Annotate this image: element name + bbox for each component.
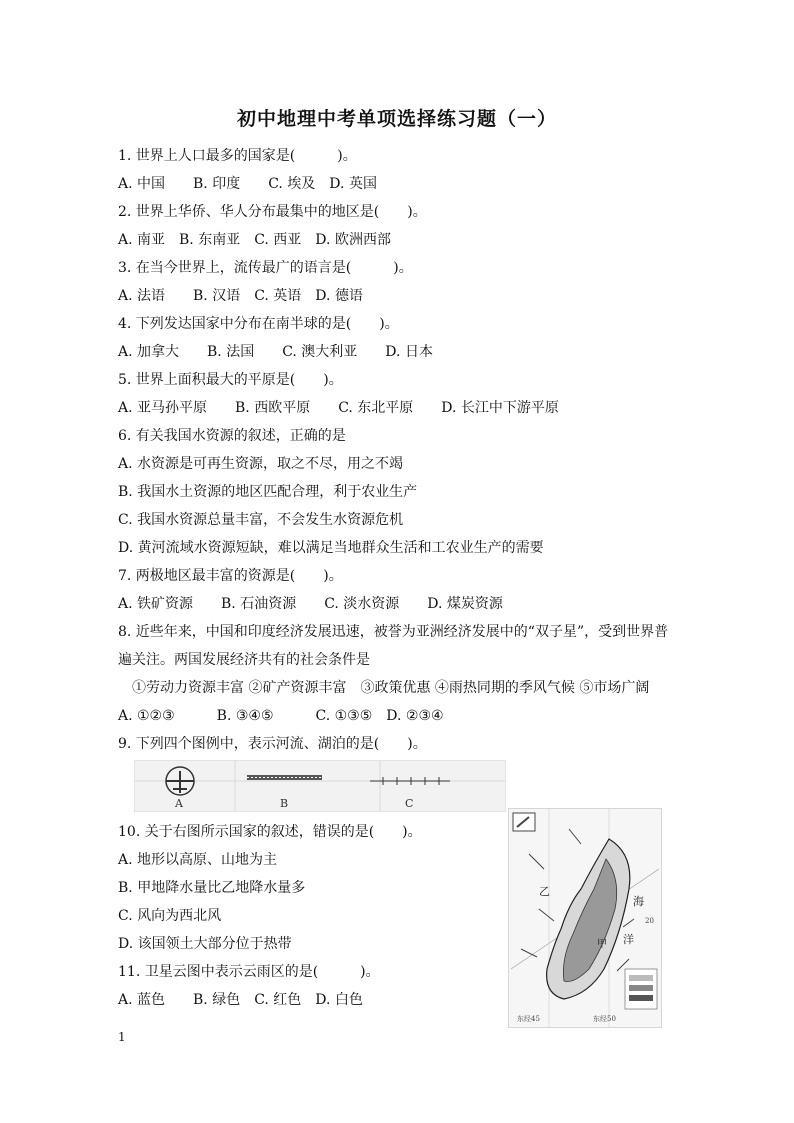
- label-sea: 海: [633, 895, 644, 908]
- page-number: 1: [118, 1030, 126, 1044]
- question-6-option-b: B. 我国水土资源的地区匹配合理，利于农业生产: [118, 484, 418, 500]
- legend-label-a: A: [175, 797, 183, 810]
- question-10-option-d: D. 该国领土大部分位于热带: [118, 936, 292, 952]
- question-5-options: A. 亚马孙平原 B. 西欧平原 C. 东北平原 D. 长江中下游平原: [118, 400, 559, 416]
- label-longitude-50: 东经50: [593, 1015, 616, 1023]
- question-6-option-d: D. 黄河流域水资源短缺，难以满足当地群众生活和工农业生产的需要: [118, 540, 544, 556]
- question-6-option-a: A. 水资源是可再生资源，取之不尽，用之不竭: [118, 456, 404, 472]
- question-3-options: A. 法语 B. 汉语 C. 英语 D. 德语: [118, 288, 363, 304]
- question-8-options: A. ①②③ B. ③④⑤ C. ①③⑤ D. ②③④: [118, 708, 444, 724]
- question-10: 10. 关于右图所示国家的叙述，错误的是( )。: [118, 824, 422, 840]
- question-11-options: A. 蓝色 B. 绿色 C. 红色 D. 白色: [118, 992, 363, 1008]
- question-6-option-c: C. 我国水资源总量丰富，不会发生水资源危机: [118, 512, 404, 528]
- question-7-options: A. 铁矿资源 B. 石油资源 C. 淡水资源 D. 煤炭资源: [118, 596, 503, 612]
- question-4: 4. 下列发达国家中分布在南半球的是( )。: [118, 316, 399, 332]
- question-2-options: A. 南亚 B. 东南亚 C. 西亚 D. 欧洲西部: [118, 232, 391, 248]
- question-1: 1. 世界上人口最多的国家是( )。: [118, 148, 357, 164]
- label-jia: 甲: [597, 939, 607, 950]
- page-title: 初中地理中考单项选择练习题（一）: [236, 108, 557, 130]
- question-1-options: A. 中国 B. 印度 C. 埃及 D. 英国: [118, 176, 377, 192]
- question-8-line-2: 遍关注。两国发展经济共有的社会条件是: [118, 652, 370, 668]
- question-10-option-a: A. 地形以高原、山地为主: [118, 852, 278, 868]
- question-10-option-c: C. 风向为西北风: [118, 908, 222, 924]
- question-8-line-1: 8. 近些年来，中国和印度经济发展迅速，被誉为亚洲经济发展中的“双子星”，受到世界普: [118, 624, 669, 640]
- question-6: 6. 有关我国水资源的叙述，正确的是: [118, 428, 346, 444]
- legend-label-b: B: [280, 797, 289, 810]
- question-8-conditions: ①劳动力资源丰富 ②矿产资源丰富 ③政策优惠 ④雨热同期的季风气候 ⑤市场广阔: [118, 680, 650, 696]
- question-3: 3. 在当今世界上，流传最广的语言是( )。: [118, 260, 413, 276]
- legend-label-c: C: [405, 797, 414, 810]
- question-9: 9. 下列四个图例中，表示河流、湖泊的是( )。: [118, 736, 427, 752]
- legend-figure-svg: [135, 761, 505, 811]
- label-yi: 乙: [539, 885, 550, 898]
- question-10-option-b: B. 甲地降水量比乙地降水量多: [118, 880, 306, 896]
- boundary-line-icon: [247, 775, 322, 780]
- railway-line-icon: [370, 777, 450, 785]
- madagascar-map-svg: [509, 809, 661, 1027]
- label-ocean: 洋: [623, 933, 634, 946]
- question-5: 5. 世界上面积最大的平原是( )。: [118, 372, 343, 388]
- label-longitude-45: 东经45: [517, 1015, 540, 1023]
- legend-figure: [134, 760, 506, 812]
- question-2: 2. 世界上华侨、华人分布最集中的地区是( )。: [118, 204, 427, 220]
- question-4-options: A. 加拿大 B. 法国 C. 澳大利亚 D. 日本: [118, 344, 433, 360]
- question-11: 11. 卫星云图中表示云雨区的是( )。: [118, 964, 380, 980]
- airport-icon: [166, 767, 194, 795]
- madagascar-map: [508, 808, 662, 1028]
- question-7: 7. 两极地区最丰富的资源是( )。: [118, 568, 343, 584]
- label-latitude: 20: [645, 917, 654, 925]
